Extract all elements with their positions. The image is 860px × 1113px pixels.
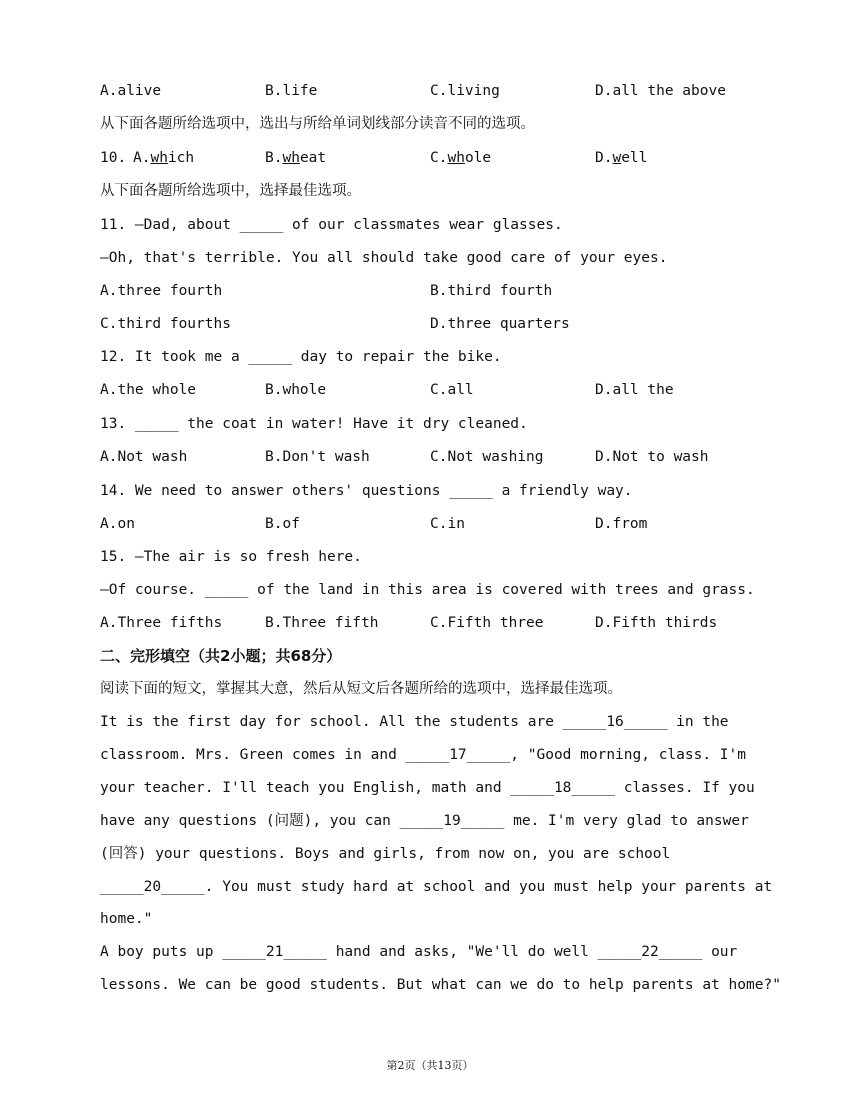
passage-line: classroom. Mrs. Green comes in and _____17_____, "Good morning, class. I'm xyxy=(100,747,747,763)
q9-option-a: A.alive xyxy=(100,83,162,99)
q15-option-c: C.Fifth three xyxy=(430,615,544,631)
page-footer: 第2页（共13页） xyxy=(386,1059,474,1072)
q11-option-a: A.three fourth xyxy=(100,283,223,299)
q14-option-d: D.from xyxy=(595,516,648,532)
passage-line: It is the first day for school. All the students are _____16_____ in the xyxy=(100,714,729,730)
q15-option-b: B.Three fifth xyxy=(265,615,379,631)
q13-stem: 13. _____ the coat in water! Have it dry cleaned. xyxy=(100,416,528,432)
q15-option-d: D.Fifth thirds xyxy=(595,615,718,631)
passage-line: have any questions (问题), you can _____19_____ me. I'm very glad to answer xyxy=(100,813,749,829)
q10-option-a: A.which xyxy=(133,150,195,166)
q15-response: —Of course. _____ of the land in this area is covered with trees and grass. xyxy=(100,582,755,598)
q9-option-d: D.all the above xyxy=(595,83,726,99)
section2-heading: 二、完形填空（共2小题；共68分） xyxy=(100,647,342,665)
q14-option-c: C.in xyxy=(430,516,465,532)
q11-response: —Oh, that's terrible. You all should take good care of your eyes. xyxy=(100,250,668,266)
passage-line: your teacher. I'll teach you English, math and _____18_____ classes. If you xyxy=(100,780,755,796)
q9-option-b: B.life xyxy=(265,83,318,99)
q9-option-c: C.living xyxy=(430,83,500,99)
q12-option-a: A.the whole xyxy=(100,382,197,398)
q14-option-b: B.of xyxy=(265,516,300,532)
passage-line: lessons. We can be good students. But what can we do to help parents at home?" xyxy=(100,977,781,993)
q10-option-c: C.whole xyxy=(430,150,492,166)
q13-option-c: C.Not washing xyxy=(430,449,544,465)
q14-stem: 14. We need to answer others' questions _____ a friendly way. xyxy=(100,483,633,499)
instruction-best-choice: 从下面各题所给选项中，选择最佳选项。 xyxy=(100,183,361,199)
q11-option-b: B.third fourth xyxy=(430,283,553,299)
instruction-pronunciation: 从下面各题所给选项中，选出与所给单词划线部分读音不同的选项。 xyxy=(100,116,535,132)
q10-option-b: B.wheat xyxy=(265,150,327,166)
q15-option-a: A.Three fifths xyxy=(100,615,223,631)
q11-stem: 11. —Dad, about _____ of our classmates wear glasses. xyxy=(100,217,563,233)
q12-option-c: C.all xyxy=(430,382,474,398)
q15-stem: 15. —The air is so fresh here. xyxy=(100,549,362,565)
passage-line: _____20_____. You must study hard at school and you must help your parents at xyxy=(100,879,773,895)
q11-option-d: D.three quarters xyxy=(430,316,570,332)
q10-option-d: D.well xyxy=(595,150,648,166)
section2-instruction: 阅读下面的短文，掌握其大意，然后从短文后各题所给的选项中，选择最佳选项。 xyxy=(100,681,622,697)
q11-option-c: C.third fourths xyxy=(100,316,231,332)
passage-line: home." xyxy=(100,911,153,927)
passage-line: (回答) your questions. Boys and girls, from now on, you are school xyxy=(100,846,671,862)
q13-option-b: B.Don't wash xyxy=(265,449,370,465)
q12-option-b: B.whole xyxy=(265,382,327,398)
q13-option-d: D.Not to wash xyxy=(595,449,709,465)
q12-stem: 12. It took me a _____ day to repair the bike. xyxy=(100,349,502,365)
passage-line: A boy puts up _____21_____ hand and asks, "We'll do well _____22_____ our xyxy=(100,944,738,960)
q10-number: 10. xyxy=(100,150,127,166)
q14-option-a: A.on xyxy=(100,516,135,532)
q12-option-d: D.all the xyxy=(595,382,674,398)
q13-option-a: A.Not wash xyxy=(100,449,188,465)
